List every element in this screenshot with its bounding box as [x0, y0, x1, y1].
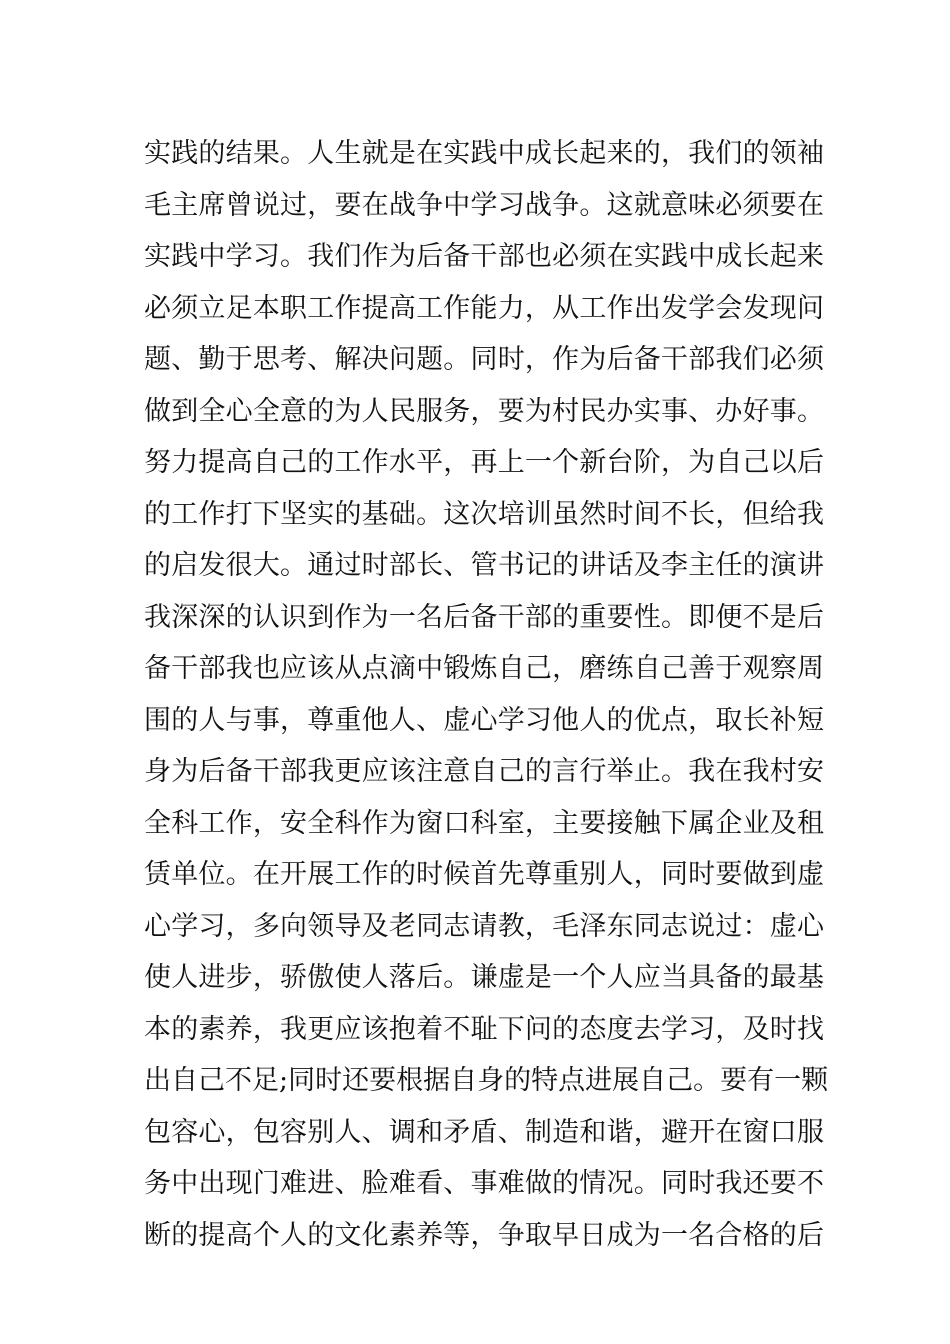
text-line-1: 实践的结果。人生就是在实践中成长起来的，我们的领袖 — [144, 138, 824, 169]
text-line-15: 赁单位。在开展工作的时候首先尊重别人，同时要做到虚 — [144, 859, 824, 890]
text-line-13: 身为后备干部我更应该注意自己的言行举止。我在我村安 — [144, 756, 824, 787]
text-line-4: 必须立足本职工作提高工作能力，从工作出发学会发现问 — [144, 292, 824, 324]
text-line-5: 题、勤于思考、解决问题。同时，作为后备干部我们必须 — [144, 344, 824, 375]
text-line-8: 的工作打下坚实的基础。这次培训虽然时间不长，但给我 — [144, 498, 824, 530]
text-line-17: 使人进步，骄傲使人落后。谦虚是一个人应当具备的最基 — [144, 962, 824, 993]
text-line-6: 做到全心全意的为人民服务，要为村民办实事、办好事。 — [144, 395, 824, 427]
text-line-11: 备干部我也应该从点滴中锻炼自己，磨练自己善于观察周 — [144, 653, 824, 684]
text-line-7: 努力提高自己的工作水平，再上一个新台阶，为自己以后 — [144, 447, 824, 478]
text-line-22: 断的提高个人的文化素养等，争取早日成为一名合格的后 — [144, 1219, 824, 1251]
text-line-2: 毛主席曾说过，要在战争中学习战争。这就意味必须要在 — [144, 189, 824, 221]
body-text — [144, 128, 829, 1261]
text-line-19: 出自己不足;同时还要根据自身的特点进展自己。要有一颗 — [144, 1065, 829, 1096]
text-line-20: 包容心，包容别人、调和矛盾、制造和谐，避开在窗口服 — [144, 1116, 824, 1148]
text-line-3: 实践中学习。我们作为后备干部也必须在实践中成长起来 — [144, 241, 824, 272]
text-line-16: 心学习，多向领导及老同志请教，毛泽东同志说过：虚心 — [144, 910, 824, 942]
text-line-14: 全科工作，安全科作为窗口科室，主要接触下属企业及租 — [144, 807, 824, 839]
text-line-21: 务中出现门难进、脸难看、事难做的情况。同时我还要不 — [144, 1168, 824, 1199]
text-line-12: 围的人与事，尊重他人、虚心学习他人的优点，取长补短 — [144, 704, 824, 736]
text-line-9: 的启发很大。通过时部长、管书记的讲话及李主任的演讲 — [144, 550, 824, 581]
text-line-18: 本的素养，我更应该抱着不耻下问的态度去学习，及时找 — [144, 1013, 824, 1045]
text-line-10: 我深深的认识到作为一名后备干部的重要性。即便不是后 — [144, 601, 824, 633]
